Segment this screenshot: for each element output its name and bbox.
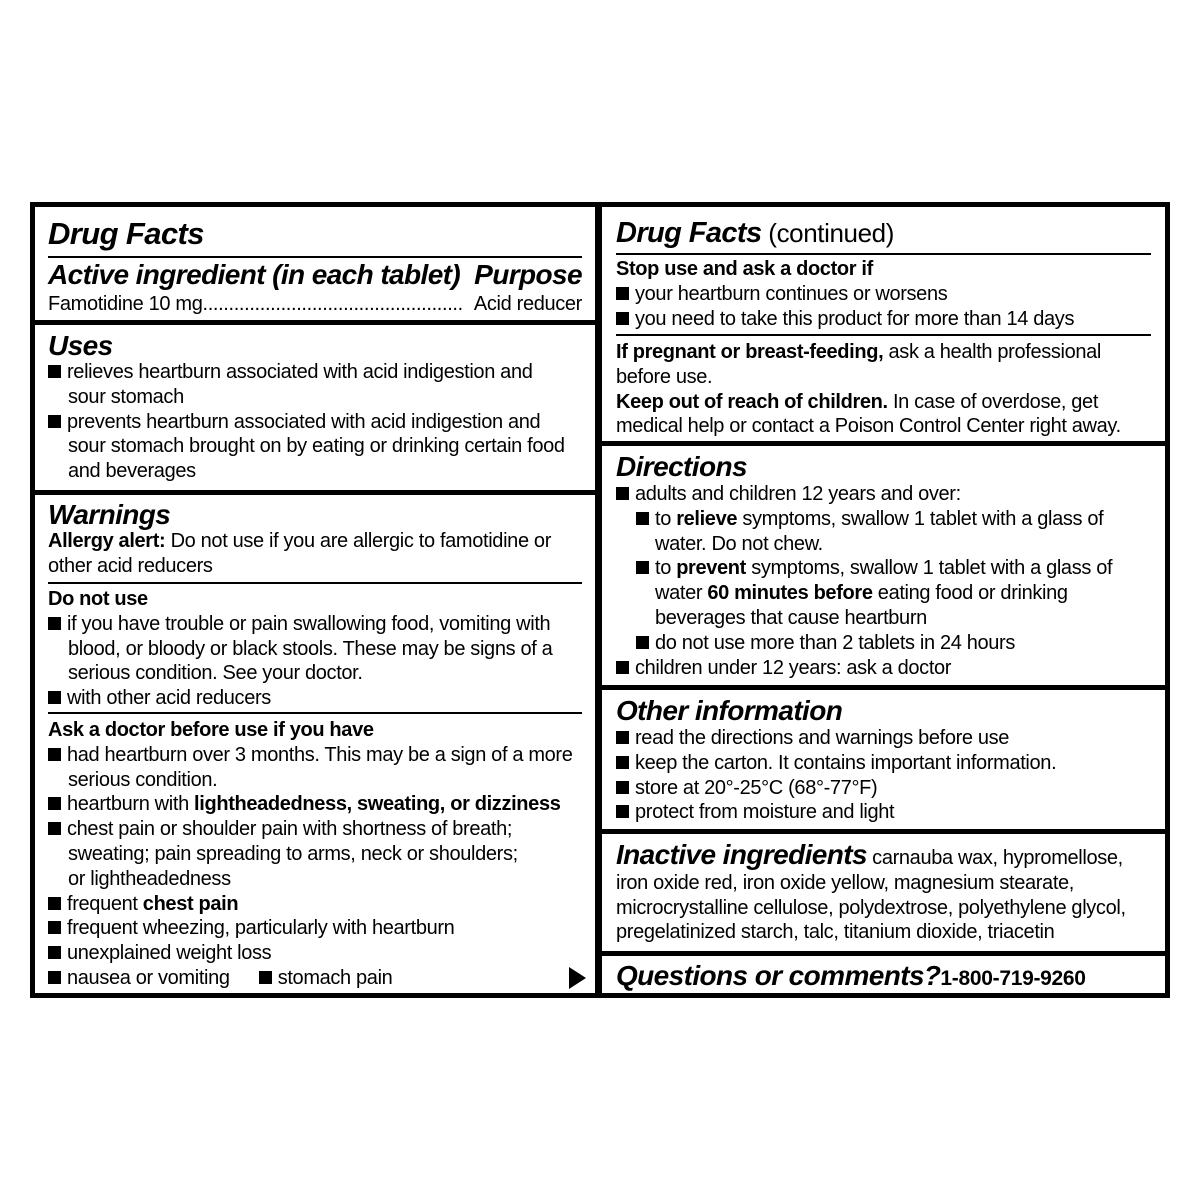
title-divider: [616, 253, 1151, 255]
list-item: to prevent symptoms, swallow 1 tablet with a glass of: [616, 556, 1112, 581]
ingredient-purpose: Acid reducer: [473, 293, 582, 315]
pregnancy-and-children-section: If pregnant or breast-feeding, ask a health professional before use. Keep out of reach of children. In case of overdose, get medical help or contact a Poison Control Center right away.: [616, 341, 1121, 438]
warnings-title: Warnings: [48, 499, 171, 530]
section-divider: [602, 951, 1165, 956]
section-divider: [35, 320, 595, 325]
list-item: relieves heartburn associated with acid indigestion and: [48, 360, 565, 385]
list-item: with other acid reducers: [48, 686, 552, 711]
section-divider: [35, 490, 595, 495]
active-ingredient-header: Active ingredient (in each tablet): [48, 259, 461, 290]
bullet-icon: [48, 617, 61, 630]
list-item: frequent chest pain: [48, 892, 573, 917]
list-item: nausea or vomiting stomach pain: [48, 966, 573, 991]
directions-list: adults and children 12 years and over: to relieve symptoms, swallow 1 tablet with a glass of water. Do not chew. to prevent symptoms, swallow 1 tablet with a glass of water 60 minutes before eating food or drinking beverages that cause heartburn do not use more than 2 tablets in 24 hours children under 12 years: ask a doctor: [616, 482, 1112, 680]
list-item: heartburn with lightheadedness, sweating, or dizziness: [48, 792, 573, 817]
section-divider: [602, 441, 1165, 446]
bullet-icon: [48, 797, 61, 810]
list-item: if you have trouble or pain swallowing food, vomiting with: [48, 612, 552, 637]
bullet-icon: [616, 287, 629, 300]
continued-title: Drug Facts (continued): [616, 217, 894, 249]
uses-list: [48, 360, 565, 484]
uses-title: Uses: [48, 330, 113, 361]
title-divider: [48, 256, 582, 258]
bullet-icon: [616, 781, 629, 794]
subsection-divider: [48, 582, 582, 584]
do-not-use-title: Do not use: [48, 588, 148, 610]
list-item: store at 20°-25°C (68°-77°F): [616, 776, 1056, 801]
stop-use-title: Stop use and ask a doctor if: [616, 258, 873, 280]
ask-doctor-title: Ask a doctor before use if you have: [48, 719, 374, 741]
list-item-continuation: and beverages: [68, 460, 196, 483]
inactive-ingredients-title: Inactive ingredients: [616, 839, 867, 870]
drug-facts-right-panel: [597, 202, 1170, 998]
do-not-use-section: Do not use if you have trouble or pain swallowing food, vomiting with blood, or bloody or black stools. These may be signs of a serious condition. See your doctor. with other acid reducers: [48, 588, 553, 710]
bullet-icon: [48, 946, 61, 959]
bullet-icon: [616, 312, 629, 325]
bullet-icon: [259, 971, 272, 984]
bullet-icon: [636, 512, 649, 525]
subsection-divider: [616, 334, 1151, 336]
list-item: adults and children 12 years and over:: [616, 482, 1112, 507]
list-item: your heartburn continues or worsens: [616, 282, 1074, 307]
bullet-icon: [616, 661, 629, 674]
section-divider: [602, 685, 1165, 690]
bullet-icon: [48, 921, 61, 934]
ingredient-dots: ..................................................: [202, 293, 463, 315]
bullet-icon: [48, 971, 61, 984]
drug-facts-title: Drug Facts: [48, 216, 204, 251]
ask-doctor-section: Ask a doctor before use if you have had heartburn over 3 months. This may be a sign of a more serious condition. heartburn with lightheadedness, sweating, or dizziness chest pain or shoulder pain with shortness of breath; sweating; pain spreading to arms, neck or shoulders; or lightheadedness frequent chest pain frequent wheezing, particularly with heartburn unexplained weight loss nausea or vomiting stomach pain: [48, 719, 573, 989]
bullet-icon: [48, 748, 61, 761]
bullet-icon: [616, 487, 629, 500]
list-item: do not use more than 2 tablets in 24 hours: [616, 631, 1112, 656]
drug-facts-left-panel: [30, 202, 600, 998]
list-item: frequent wheezing, particularly with heartburn: [48, 916, 573, 941]
bullet-icon: [48, 822, 61, 835]
inactive-ingredients-section: Inactive ingredients carnauba wax, hypromellose, iron oxide red, iron oxide yellow, magnesium stearate, microcrystalline cellulose, polydextrose, polyethylene glycol, pregelatinized starch, talc, titanium dioxide, triacetin: [616, 839, 1126, 944]
section-divider: [602, 829, 1165, 834]
continue-arrow-icon: [569, 967, 586, 989]
list-item-continuation: sour stomach brought on by eating or drinking certain food: [68, 435, 565, 458]
list-item: prevents heartburn associated with acid indigestion and: [48, 410, 565, 435]
list-item: read the directions and warnings before use: [616, 726, 1056, 751]
list-item: protect from moisture and light: [616, 800, 1056, 825]
ingredient-name: Famotidine 10 mg: [48, 293, 203, 315]
bullet-icon: [616, 756, 629, 769]
list-item: children under 12 years: ask a doctor: [616, 656, 1112, 681]
list-item: keep the carton. It contains important information.: [616, 751, 1056, 776]
stop-use-section: [616, 257, 1074, 331]
bullet-icon: [636, 636, 649, 649]
list-item: had heartburn over 3 months. This may be a sign of a more: [48, 743, 573, 768]
questions-title: Questions or comments?: [616, 960, 941, 991]
directions-title: Directions: [616, 451, 747, 482]
bullet-icon: [48, 691, 61, 704]
list-item: to relieve symptoms, swallow 1 tablet with a glass of: [616, 507, 1112, 532]
list-item: you need to take this product for more than 14 days: [616, 307, 1074, 332]
allergy-alert: Allergy alert: Do not use if you are allergic to famotidine or other acid reducers: [48, 530, 552, 577]
subsection-divider: [48, 712, 582, 714]
purpose-header: Purpose: [474, 259, 582, 290]
bullet-icon: [616, 731, 629, 744]
phone-number: 1-800-719-9260: [940, 967, 1086, 990]
bullet-icon: [616, 805, 629, 818]
list-item-continuation: sour stomach: [68, 385, 184, 408]
other-info-title: Other information: [616, 695, 843, 726]
other-info-list: [616, 726, 1056, 825]
bullet-icon: [48, 897, 61, 910]
list-item: chest pain or shoulder pain with shortness of breath;: [48, 817, 573, 842]
bullet-icon: [48, 415, 61, 428]
questions-line: [616, 960, 1086, 991]
list-item: unexplained weight loss: [48, 941, 573, 966]
bullet-icon: [636, 561, 649, 574]
bullet-icon: [48, 365, 61, 378]
